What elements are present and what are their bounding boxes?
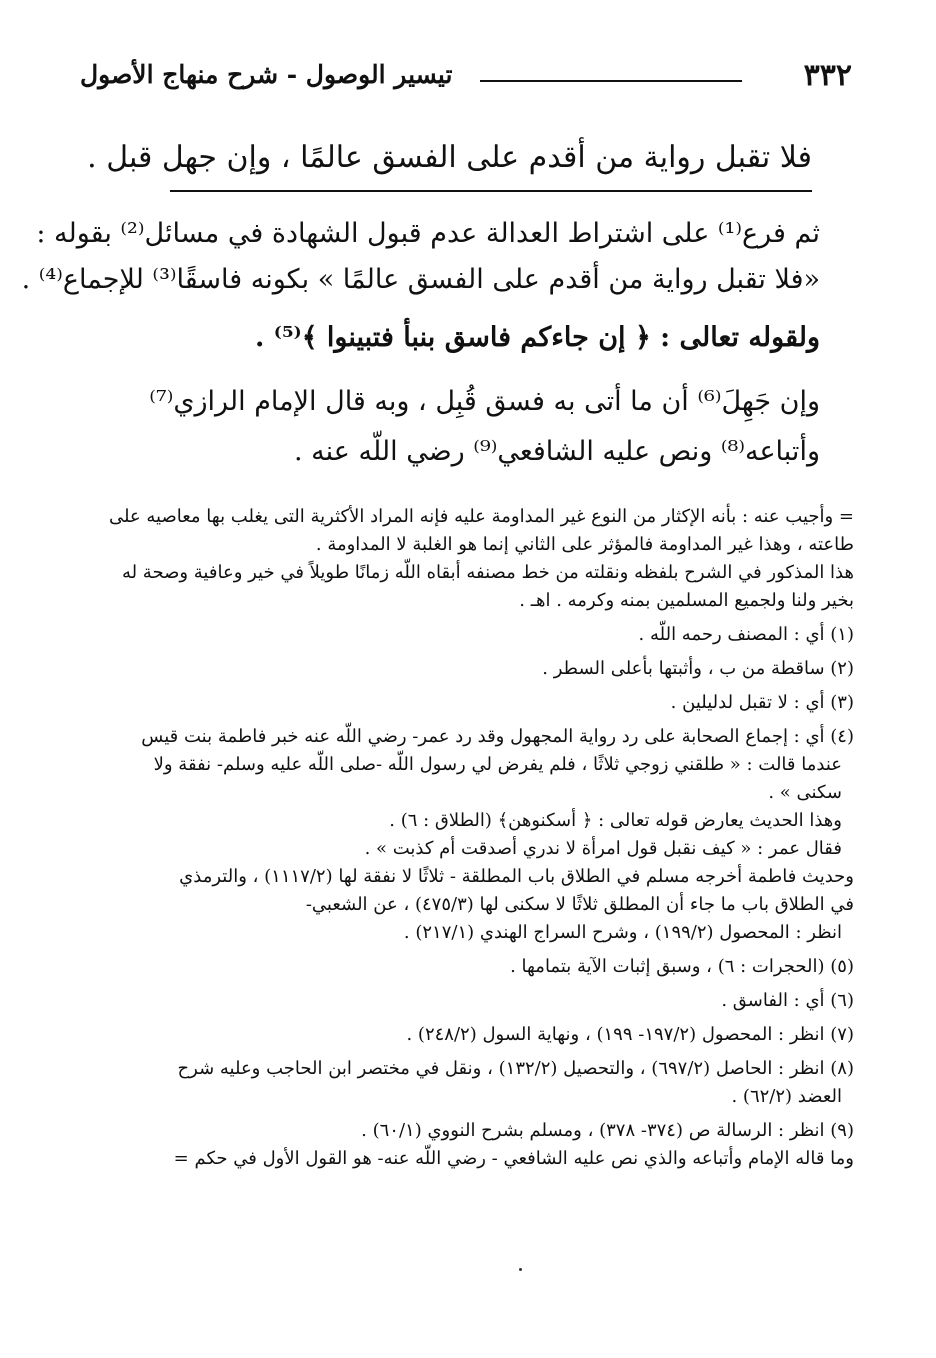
matn-text: فلا تقبل رواية من أقدم على الفسق عالمًا ، وإن جهل قبل . — [87, 140, 812, 175]
footnote-4-line: عندما قالت : « طلقني زوجي ثلاثًا ، فلم يفرض لي رسول اللّه -صلى اللّه عليه وسلم- نفقة ولا — [153, 754, 842, 775]
commentary-line-3-quran-verse: ولقوله تعالى : ﴿ إن جاءكم فاسق بنبأ فتبينوا ﴾⁽⁵⁾ . — [254, 322, 820, 353]
page-number: ٣٣٢ — [803, 58, 852, 93]
commentary-line-2: «فلا تقبل رواية من أقدم على الفسق عالمًا » بكونه فاسقًا⁽³⁾ للإجماع⁽⁴⁾ . — [21, 264, 820, 295]
footnote-1: (١) أي : المصنف رحمه اللّه . — [638, 624, 854, 645]
footnote-continuation-line: بخير ولنا ولجميع المسلمين بمنه وكرمه . اهـ . — [519, 590, 854, 611]
footnote-7: (٧) انظر : المحصول (١٩٧/٢- ١٩٩) ، ونهاية السول (٢٤٨/٢) . — [406, 1024, 854, 1045]
matn-underline — [170, 190, 812, 192]
footnote-trailing-continuation: وما قاله الإمام وأتباعه والذي نص عليه الشافعي - رضي اللّه عنه- هو القول الأول في حكم = — [173, 1148, 854, 1169]
footnote-4-line: (٤) أي : إجماع الصحابة على رد رواية المجهول وقد رد عمر- رضي اللّه عنه خبر فاطمة بنت قيس — [141, 726, 854, 747]
footnote-4-line: وحديث فاطمة أخرجه مسلم في الطلاق باب المطلقة - ثلاثًا لا نفقة لها (١١١٧/٢) ، والترمذي — [179, 866, 854, 887]
footnote-6: (٦) أي : الفاسق . — [721, 990, 854, 1011]
commentary-line-5: وأتباعه⁽⁸⁾ ونص عليه الشافعي⁽⁹⁾ رضي اللّه عنه . — [294, 436, 820, 467]
footnote-continuation-line: هذا المذكور في الشرح بلفظه ونقلته من خط مصنفه أبقاه اللّه زمانًا طويلاً في خير وعافية وصحة له — [121, 562, 854, 583]
header-rule — [480, 80, 742, 82]
footnote-4-line: في الطلاق باب ما جاء أن المطلق ثلاثًا لا سكنى لها (٤٧٥/٣) ، عن الشعبي- — [305, 894, 854, 915]
footnote-4-line: سكنى » . — [768, 782, 842, 803]
footnote-8-line: (٨) انظر : الحاصل (٦٩٧/٢) ، والتحصيل (١٣٢/٢) ، ونقل في مختصر ابن الحاجب وعليه شرح — [177, 1058, 854, 1079]
footnote-continuation-line: طاعته ، وهذا غير المداومة فالمؤثر على الثاني إنما هو الغلبة لا المداومة . — [315, 534, 854, 555]
footnote-continuation-line: = وأجيب عنه : بأنه الإكثار من النوع غير المداومة عليه فإنه المراد الأكثرية التى يغلب بها معاصيه على — [108, 506, 854, 527]
footnotes — [84, 503, 854, 1173]
book-title: تيسير الوصول - شرح منهاج الأصول — [80, 60, 453, 89]
footnote-5: (٥) (الحجرات : ٦) ، وسبق إثبات الآية بتمامها . — [510, 956, 854, 977]
commentary-line-4: وإن جَهِلَ⁽⁶⁾ أن ما أتى به فسق قُبِل ، وبه قال الإمام الرازي⁽⁷⁾ — [149, 386, 820, 417]
footnote-2: (٢) ساقطة من ب ، وأثبتها بأعلى السطر . — [542, 658, 854, 679]
footnote-4-line: انظر : المحصول (١٩٩/٢) ، وشرح السراج الهندي (٢١٧/١) . — [403, 922, 842, 943]
commentary-line-1: ثم فرع⁽¹⁾ على اشتراط العدالة عدم قبول الشهادة في مسائل⁽²⁾ بقوله : — [36, 218, 820, 249]
page-header — [80, 58, 852, 98]
footnote-8-line: العضد (٦٢/٢) . — [731, 1086, 842, 1107]
footnote-3: (٣) أي : لا تقبل لدليلين . — [670, 692, 854, 713]
footnote-4-line: وهذا الحديث يعارض قوله تعالى : ﴿ أسكنوهن﴾ (الطلاق : ٦) . — [389, 810, 842, 831]
footnote-4-line: فقال عمر : « كيف نقبل قول امرأة لا ندري أصدقت أم كذبت » . — [364, 838, 842, 859]
footnote-9: (٩) انظر : الرسالة ص (٣٧٤- ٣٧٨) ، ومسلم بشرح النووي (٦٠/١) . — [361, 1120, 854, 1141]
page-speck — [519, 1268, 522, 1271]
